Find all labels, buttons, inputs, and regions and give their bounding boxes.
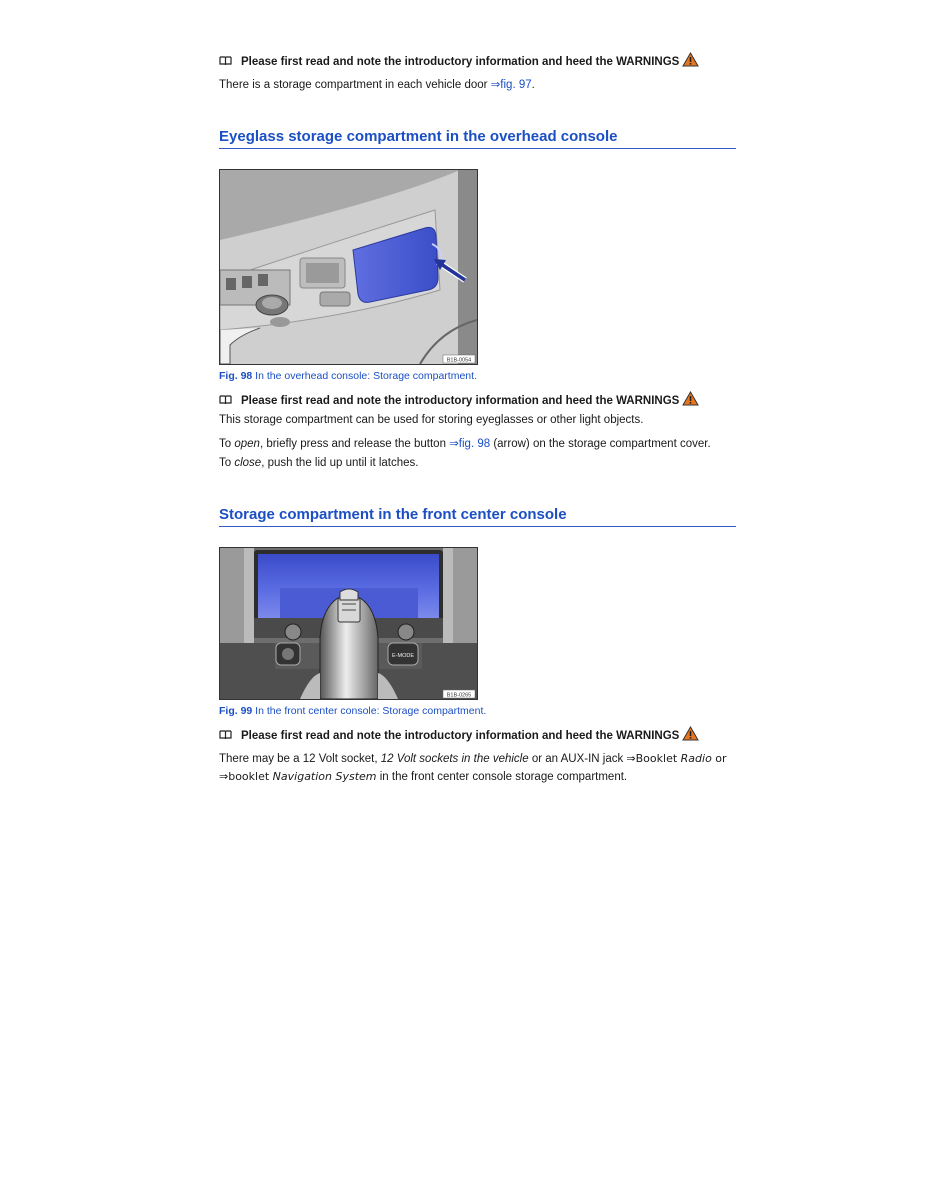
warning-note-door bbox=[219, 53, 736, 71]
figure-code-98: B1B-0054 bbox=[446, 357, 472, 364]
door-paragraph: There is a storage compartment in each vehicle door ⇒fig. 97. bbox=[219, 79, 535, 91]
warning-text: Please first read and note the introductory information and heed the WARNINGS bbox=[241, 395, 680, 407]
figure-98-overhead-console bbox=[219, 169, 478, 365]
heading-overhead: Eyeglass storage compartment in the overhead console bbox=[219, 128, 736, 149]
warning-triangle-icon bbox=[682, 726, 699, 744]
warning-text: Please first read and note the introductory information and heed the WARNINGS bbox=[241, 56, 680, 68]
figure-99-caption: Fig. 99 In the front center console: Storage compartment. bbox=[219, 705, 487, 717]
fig-98-link[interactable]: ⇒fig. 98 bbox=[449, 438, 491, 450]
warning-triangle-icon bbox=[682, 391, 699, 409]
figure-code-99: B1B-0265 bbox=[446, 692, 472, 699]
book-icon bbox=[219, 730, 233, 743]
book-icon bbox=[219, 395, 233, 408]
overhead-paragraph-1: This storage compartment can be used for storing eyeglasses or other light objects. bbox=[219, 414, 644, 426]
heading-center-console: Storage compartment in the front center console bbox=[219, 506, 736, 527]
warning-triangle-icon bbox=[682, 52, 699, 70]
book-icon bbox=[219, 56, 233, 69]
warning-note-overhead bbox=[219, 392, 736, 410]
center-paragraph-line-2: ⇒booklet Navigation System in the front center console storage compartment. bbox=[219, 770, 628, 783]
overhead-paragraph-2: To open, briefly press and release the button ⇒fig. 98 (arrow) on the storage compartment cover. bbox=[219, 438, 711, 450]
warning-note-center bbox=[219, 727, 736, 745]
e-mode-button-label: E-MODE bbox=[392, 653, 414, 659]
fig-97-link[interactable]: ⇒fig. 97 bbox=[490, 79, 532, 91]
warning-text: Please first read and note the introductory information and heed the WARNINGS bbox=[241, 730, 680, 742]
radio-booklet-reference[interactable]: Radio bbox=[680, 752, 712, 765]
navigation-booklet-reference[interactable]: Navigation System bbox=[272, 770, 377, 783]
figure-99-center-console bbox=[219, 547, 478, 700]
12v-sockets-reference[interactable]: 12 Volt sockets in the vehicle bbox=[380, 753, 529, 765]
overhead-paragraph-3: To close, push the lid up until it latches. bbox=[219, 457, 419, 469]
figure-98-caption: Fig. 98 In the overhead console: Storage compartment. bbox=[219, 370, 477, 382]
center-paragraph-line-1: There may be a 12 Volt socket, 12 Volt sockets in the vehicle or an AUX-IN jack ⇒Booklet Radio or bbox=[219, 752, 727, 765]
